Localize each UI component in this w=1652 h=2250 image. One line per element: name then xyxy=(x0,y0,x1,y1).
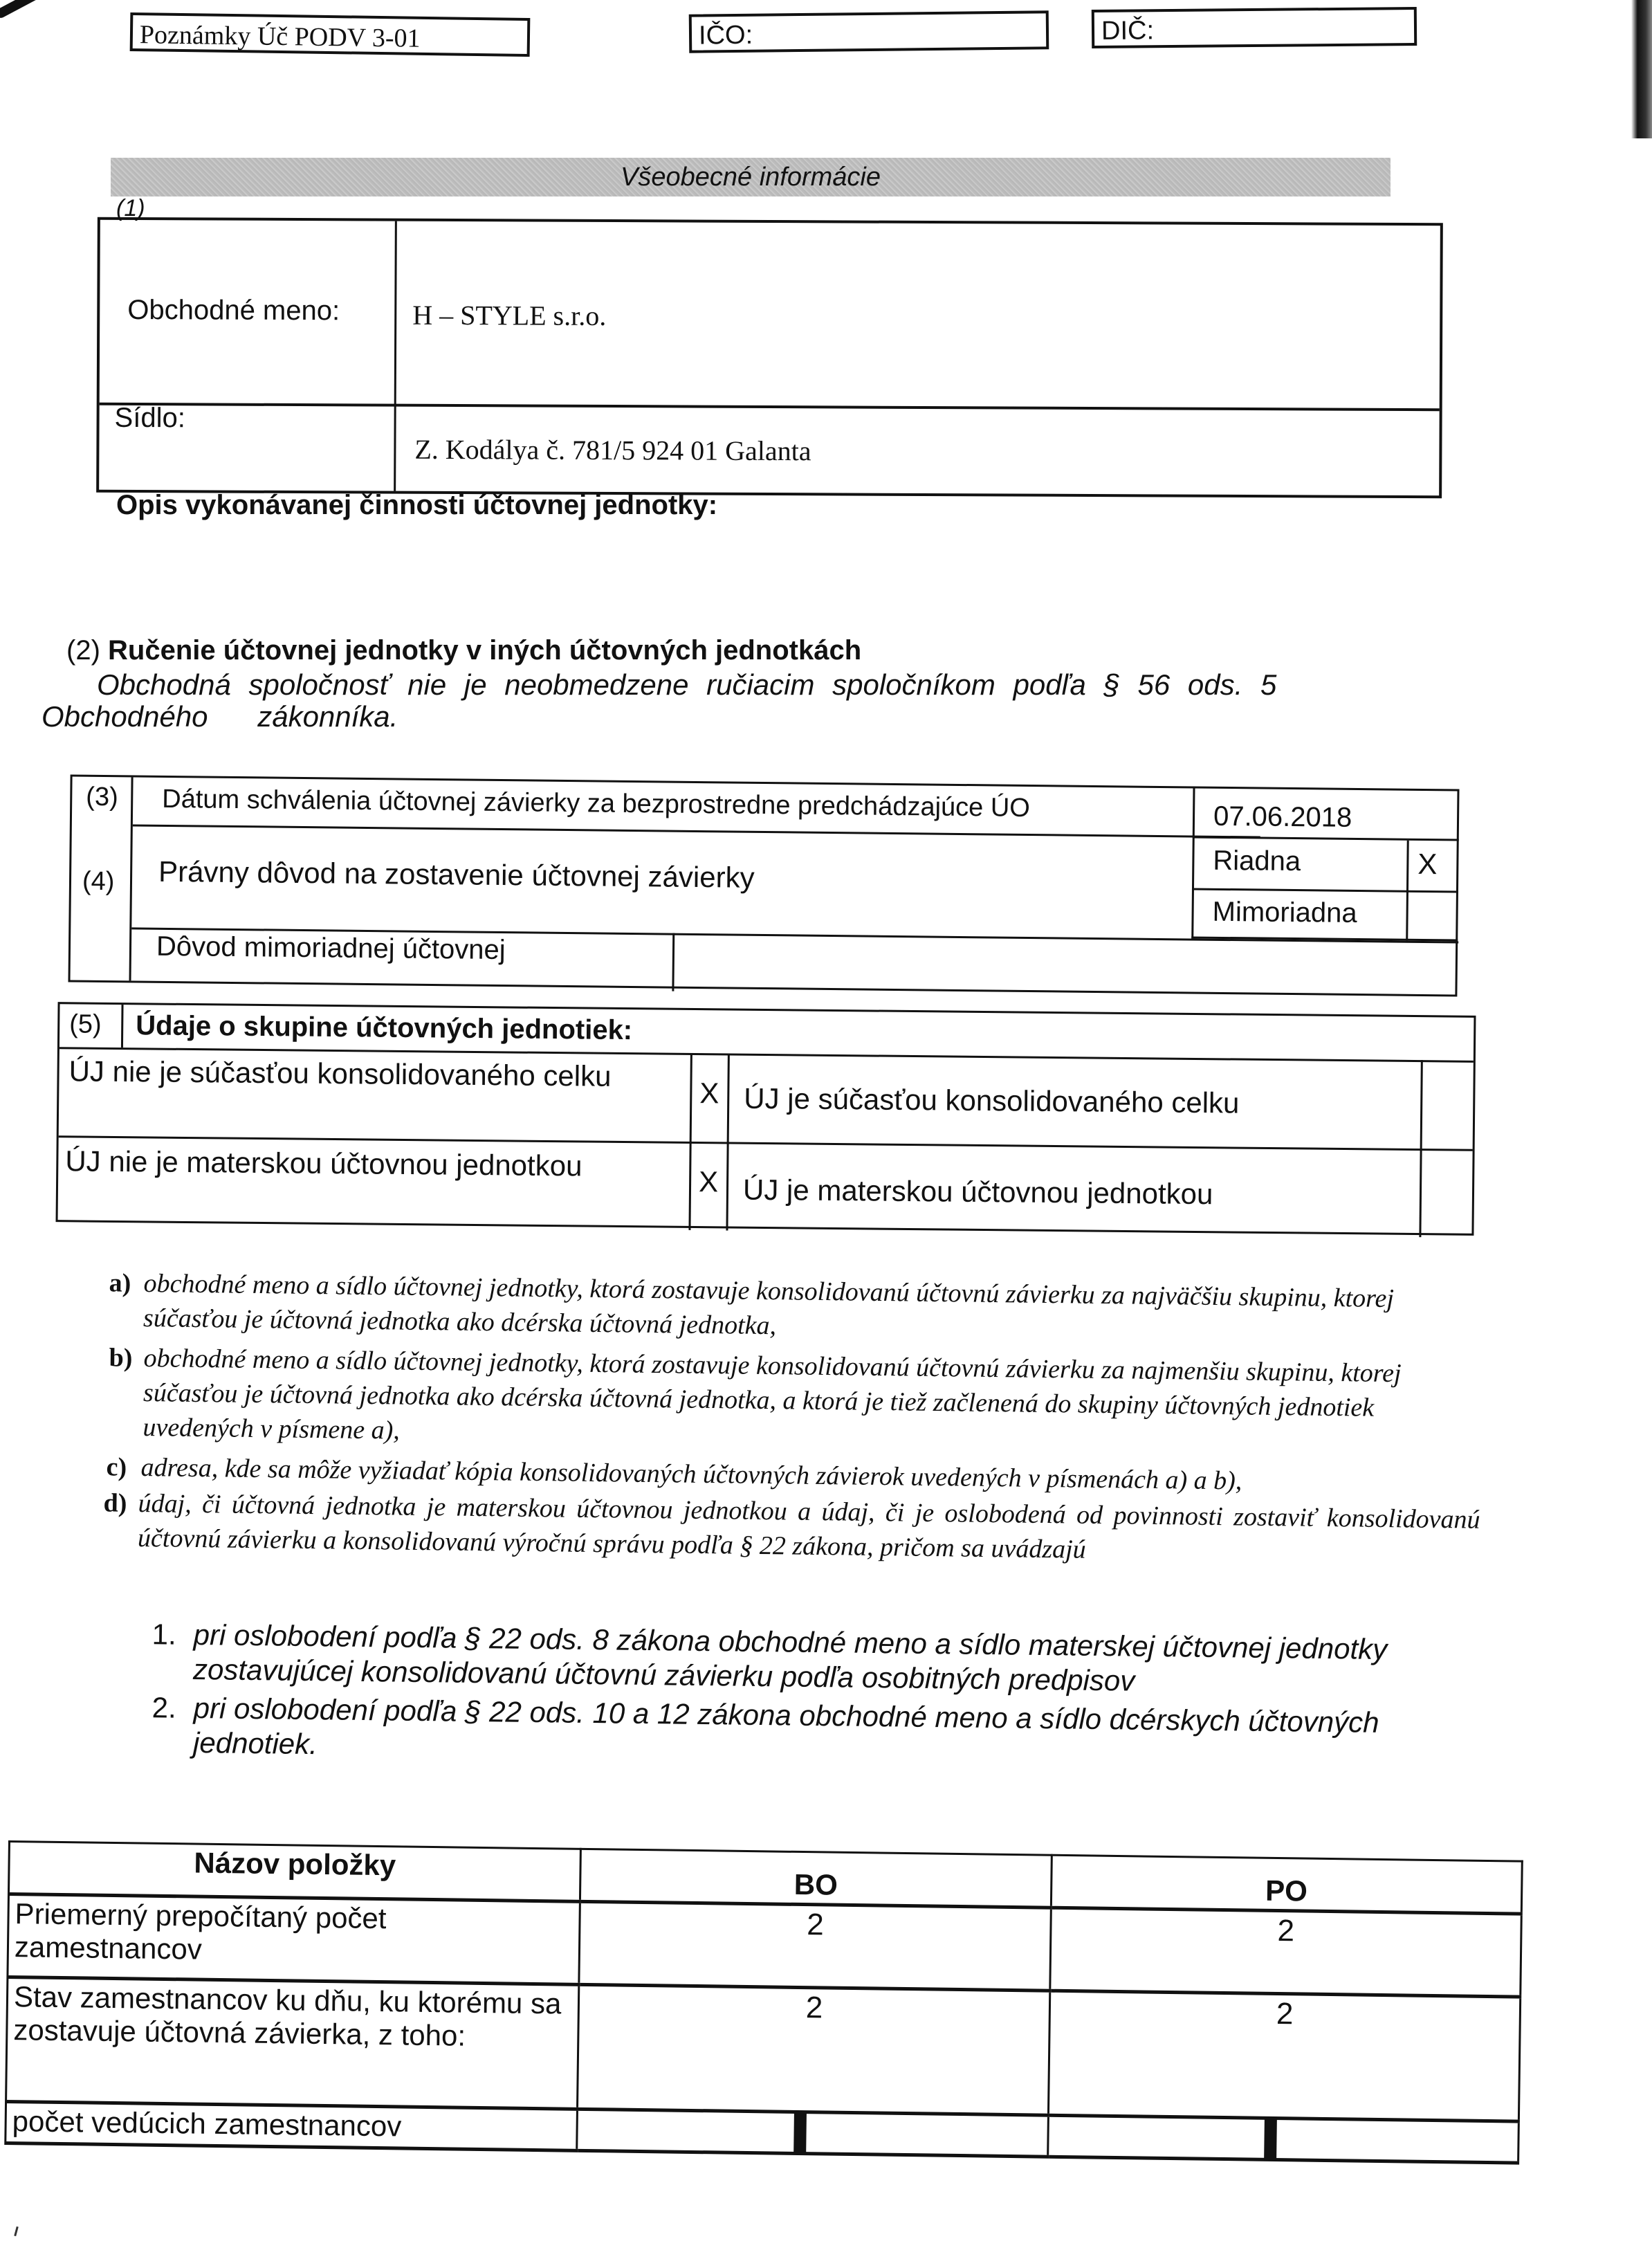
pen-mark xyxy=(0,0,54,19)
section1-number: (1) xyxy=(116,195,145,221)
note-item xyxy=(109,1341,1479,1461)
section2-title: Ručenie účtovnej jednotky v iných účtovných jednotkách xyxy=(108,635,862,666)
section2-number: (2) xyxy=(66,635,100,666)
numbered-item xyxy=(152,1618,1494,1703)
option-regular-label: Riadna xyxy=(1213,845,1301,877)
ico-field[interactable] xyxy=(689,10,1049,53)
dic-label: DIČ: xyxy=(1101,16,1155,46)
cell-separator xyxy=(1264,2117,1277,2161)
approval-date-label: Dátum schválenia účtovnej závierky za bezprostredne predchádzajúce ÚO xyxy=(162,784,1031,823)
seat-value[interactable]: Z. Kodálya č. 781/5 924 01 Galanta xyxy=(414,433,811,467)
option-regular-checkbox[interactable]: X xyxy=(1417,847,1438,881)
note-text: údaj, či účtovná jednotka je materskou účtovnou jednotkou a údaj, či je oslobodená od povinnosti zostaviť konsolidovanú účtovnú závierku a konsolidovanú výročnú správu podľa § 22 zákona, pričom sa uvádzajú xyxy=(137,1488,1480,1564)
row-label: Priemerný prepočítaný počet zamestnancov xyxy=(8,1894,580,1985)
section2-heading xyxy=(66,635,861,666)
not-parent-label: ÚJ nie je materskou účtovnou jednotkou xyxy=(65,1144,582,1182)
row-label: Stav zamestnancov ku dňu, ku ktorému sa zostavuje účtovná závierka, z toho: xyxy=(6,1977,580,2110)
section-banner xyxy=(111,158,1391,196)
table-divider xyxy=(672,933,674,991)
group-info-table xyxy=(56,1002,1476,1236)
activity-description-label: Opis vykonávanej činnosti účtovnej jednotky: xyxy=(116,490,718,520)
consolidated-label: ÚJ je súčasťou konsolidovaného celku xyxy=(744,1081,1240,1119)
numbered-text: pri oslobodení podľa § 22 ods. 8 zákona obchodné meno a sídlo materskej účtovnej jednotky zostavujúcej konsolidovanú účtovnú závierku podľa osobitných predpisov xyxy=(192,1618,1388,1697)
cell-separator xyxy=(793,2111,807,2155)
section2-text-line2: Obchodného zákonníka. xyxy=(42,700,398,733)
numbered-item xyxy=(152,1691,1494,1776)
numbered-text: pri oslobodení podľa § 22 ods. 10 a 12 zákona obchodné meno a sídlo dcérskych účtovných jednotiek. xyxy=(192,1692,1379,1761)
form-code: Poznámky Úč PODV 3-01 xyxy=(139,20,421,53)
section5-title: Údaje o skupine účtovných jednotiek: xyxy=(136,1010,633,1046)
numbered-marker: 2. xyxy=(152,1691,177,1724)
not-consolidated-label: ÚJ nie je súčasťou konsolidovaného celku xyxy=(68,1054,612,1092)
cell-po[interactable]: 2 xyxy=(1048,1991,1521,2121)
not-consolidated-checkbox[interactable]: X xyxy=(699,1077,719,1110)
column-header-item-name: Názov položky xyxy=(8,1842,580,1902)
column-header-bo: BO xyxy=(580,1849,1052,1908)
note-item xyxy=(103,1486,1480,1572)
business-name-value[interactable]: H – STYLE s.r.o. xyxy=(412,299,607,331)
approval-and-legal-basis-table xyxy=(68,774,1459,996)
row-label: počet vedúcich zamestnancov xyxy=(6,2101,578,2150)
legal-basis-label: Právny dôvod na zostavenie účtovnej závierky xyxy=(158,854,755,894)
cell-bo[interactable] xyxy=(577,2109,1048,2157)
note-marker: b) xyxy=(109,1343,133,1373)
not-parent-checkbox[interactable]: X xyxy=(698,1165,719,1198)
table-divider xyxy=(100,403,1440,411)
business-name-label: Obchodné meno: xyxy=(127,294,340,327)
table-divider xyxy=(133,824,1260,838)
employees-table xyxy=(4,1840,1523,2165)
seat-label: Sídlo: xyxy=(114,402,186,434)
cell-po[interactable] xyxy=(1047,2115,1518,2163)
note-text: obchodné meno a sídlo účtovnej jednotky, ktorá zostavuje konsolidovanú účtovnú závierku za najmenšiu skupinu, ktorej súčasťou je účtovná jednotka ako dcérska účtovná jednotka, a ktorá je tiež začlenená do skupiny účtovných jednotiek uvedených v písmene a), xyxy=(143,1343,1402,1445)
form-code-box xyxy=(130,12,531,57)
cell-bo[interactable]: 2 xyxy=(579,1901,1051,1991)
note-marker: a) xyxy=(109,1268,131,1298)
note-marker: c) xyxy=(106,1452,127,1482)
numbered-marker: 1. xyxy=(152,1618,177,1651)
general-info-table xyxy=(96,217,1443,498)
scan-speck xyxy=(14,2226,19,2236)
note-text: adresa, kde sa môže vyžiadať kópia konsolidovaných účtovných závierok uvedených v písmenách a) a b), xyxy=(140,1452,1242,1496)
dic-field[interactable] xyxy=(1092,7,1417,48)
column-header-po: PO xyxy=(1051,1855,1522,1914)
table-row xyxy=(6,1977,1521,2122)
option-extraordinary-label: Mimoriadna xyxy=(1212,896,1357,929)
section3-number: (3) xyxy=(86,782,118,812)
table-divider xyxy=(394,221,397,491)
section5-number: (5) xyxy=(69,1009,102,1039)
section2-text-line1: Obchodná spoločnosť nie je neobmedzene ručiacim spoločníkom podľa § 56 ods. 5 xyxy=(97,668,1277,701)
page-edge-shadow xyxy=(1631,0,1652,138)
ico-label: IČO: xyxy=(698,20,753,51)
note-item xyxy=(109,1266,1479,1352)
parent-label: ÚJ je materskou účtovnou jednotkou xyxy=(742,1173,1213,1211)
section4-number: (4) xyxy=(82,866,115,897)
note-marker: d) xyxy=(103,1488,127,1518)
section-banner-title: Všeobecné informácie xyxy=(621,163,881,192)
cell-po[interactable]: 2 xyxy=(1050,1908,1522,1997)
approval-date-value[interactable]: 07.06.2018 xyxy=(1213,801,1352,833)
note-text: obchodné meno a sídlo účtovnej jednotky, ktorá zostavuje konsolidovanú účtovnú závierku za najväčšiu skupinu, ktorej súčasťou je účtovná jednotka ako dcérska účtovná jednotka, xyxy=(143,1268,1395,1341)
extraordinary-reason-label: Dôvod mimoriadnej účtovnej xyxy=(156,931,506,966)
cell-bo[interactable]: 2 xyxy=(578,1984,1050,2115)
